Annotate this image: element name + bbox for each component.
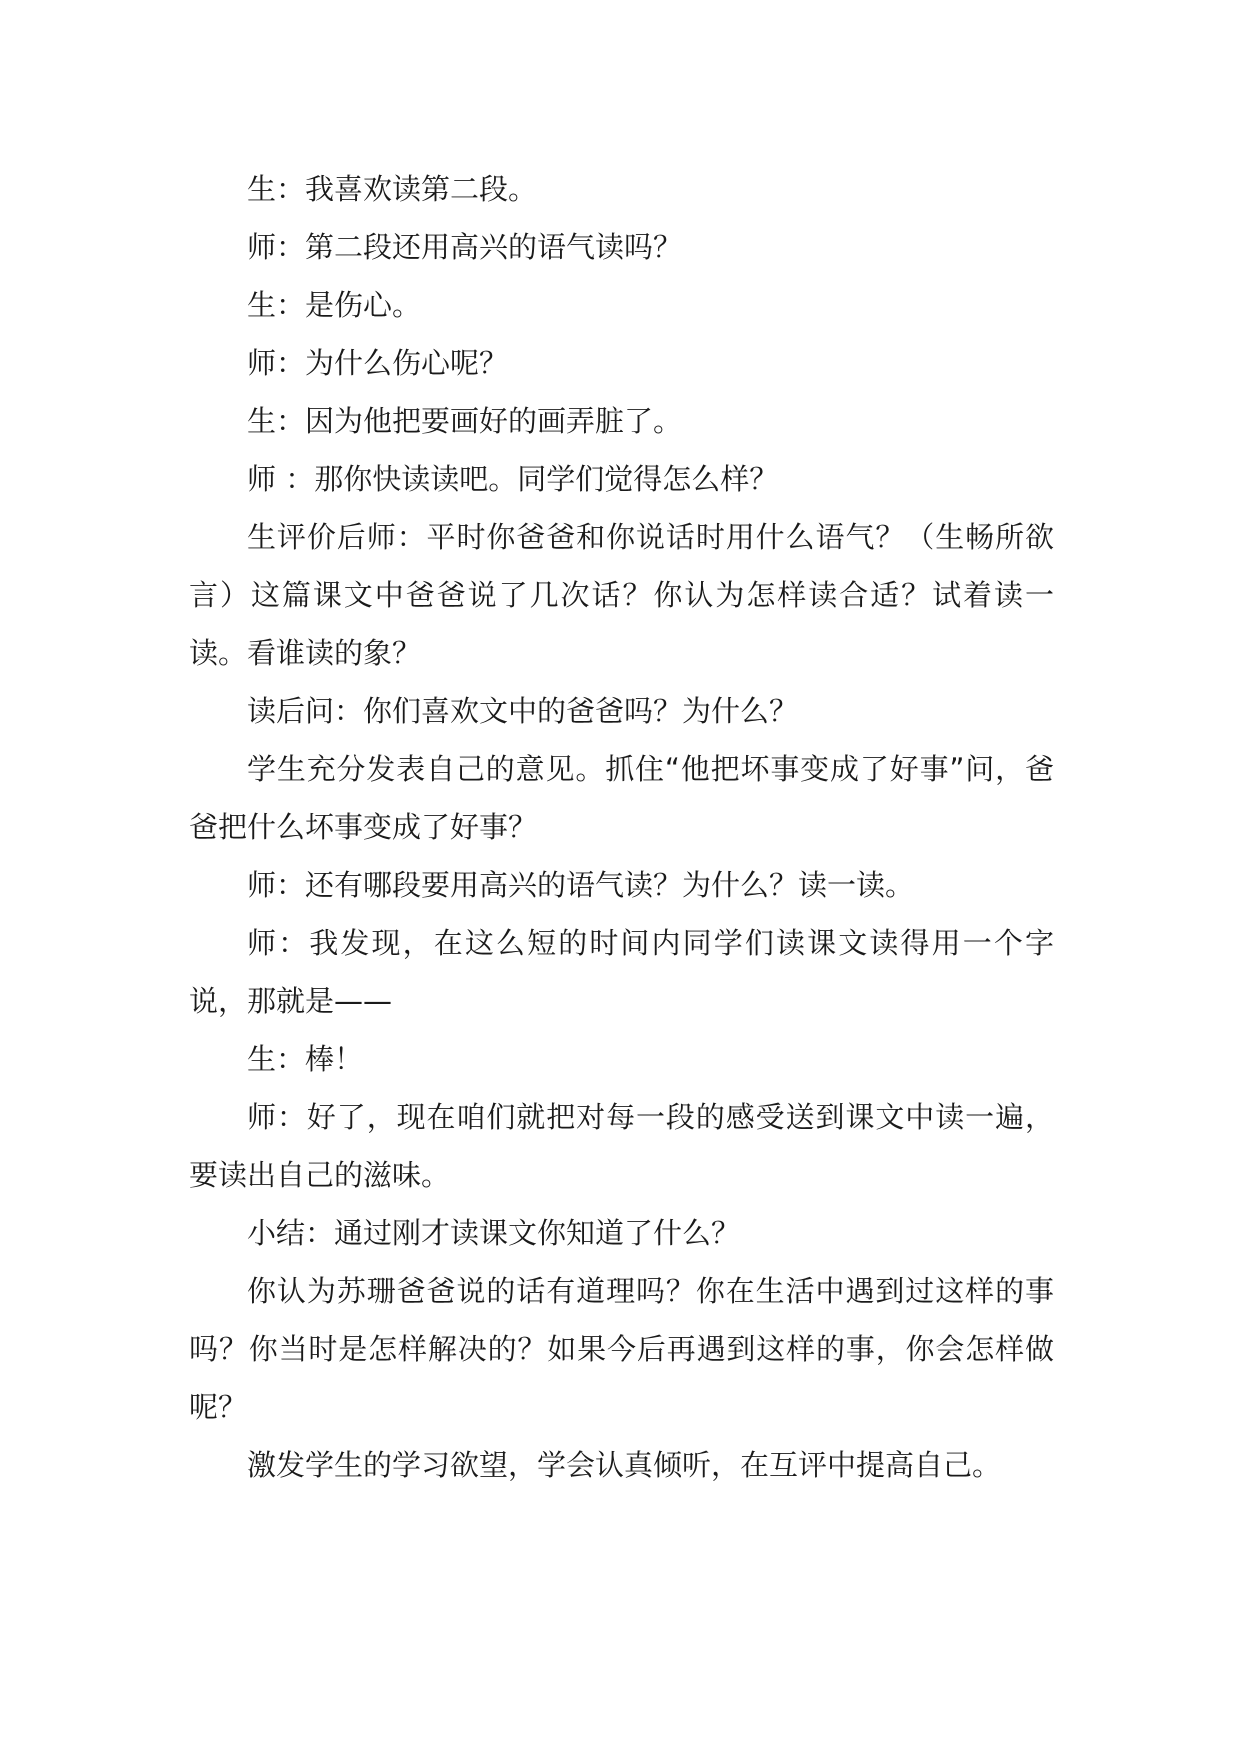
paragraph: 师 ：那你快读读吧。同学们觉得怎么样？ — [247, 462, 779, 496]
paragraph: 生评价后师：平时你爸爸和你说话时用什么语气？（生畅所欲言）这篇课文中爸爸说了几次话？你认为怎样读合适？试着读一读。看谁读的象？ — [189, 520, 1054, 670]
paragraph: 小结：通过刚才读课文你知道了什么？ — [247, 1216, 741, 1250]
paragraph: 师：好了，现在咱们就把对每一段的感受送到课文中读一遍，要读出自己的滋味。 — [189, 1100, 1054, 1192]
paragraph: 师：我发现，在这么短的时间内同学们读课文读得用一个字说，那就是—— — [189, 926, 1054, 1018]
paragraph: 生：我喜欢读第二段。 — [247, 172, 538, 206]
paragraph: 师：为什么伤心呢？ — [247, 346, 509, 380]
paragraph: 生：因为他把要画好的画弄脏了。 — [247, 404, 683, 438]
paragraph: 学生充分发表自己的意见。抓住“他把坏事变成了好事”问，爸爸把什么坏事变成了好事？ — [189, 752, 1054, 844]
paragraph: 生：是伤心。 — [247, 288, 422, 322]
paragraph: 激发学生的学习欲望，学会认真倾听，在互评中提高自己。 — [247, 1448, 1002, 1482]
paragraph: 师：第二段还用高兴的语气读吗？ — [247, 230, 683, 264]
paragraph: 生：棒！ — [247, 1042, 364, 1076]
paragraph: 读后问：你们喜欢文中的爸爸吗？为什么？ — [247, 694, 799, 728]
paragraph: 师：还有哪段要用高兴的语气读？为什么？读一读。 — [247, 868, 915, 902]
document-body — [189, 160, 1054, 1494]
paragraph: 你认为苏珊爸爸说的话有道理吗？你在生活中遇到过这样的事吗？你当时是怎样解决的？如果今后再遇到这样的事，你会怎样做呢？ — [189, 1274, 1054, 1424]
